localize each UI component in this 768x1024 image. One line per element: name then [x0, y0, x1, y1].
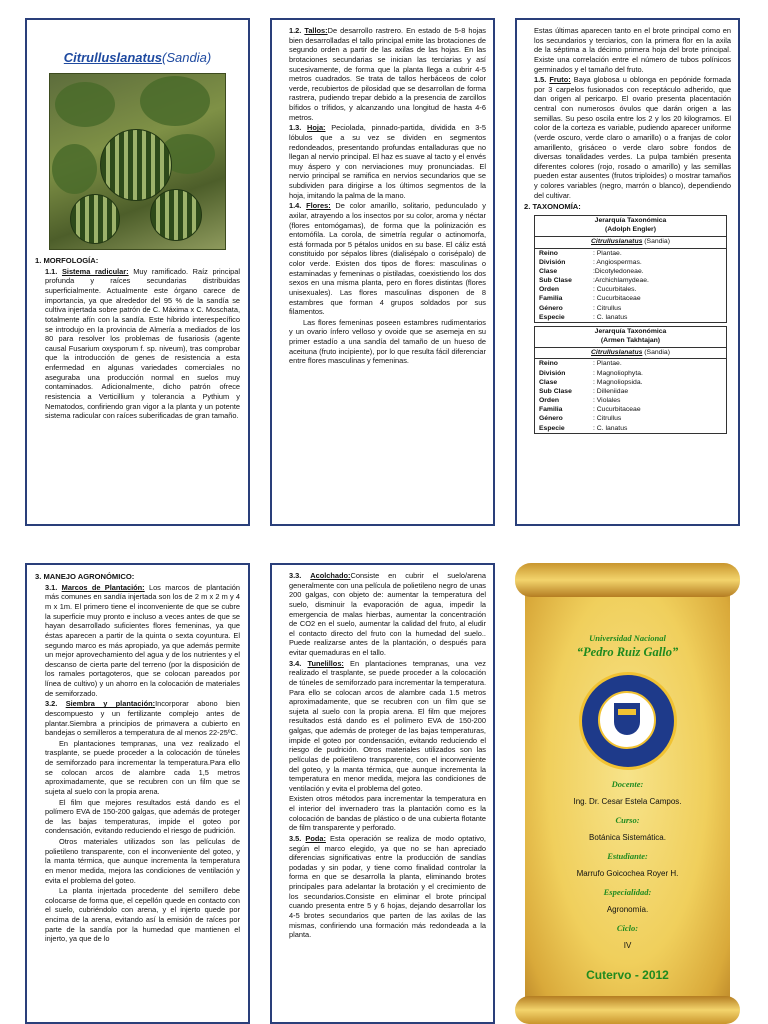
taxonomy-species: Citrulluslanatus (Sandia) [535, 237, 726, 249]
taxonomy-value: : Violales [593, 397, 621, 405]
ciclo-label: Ciclo: [616, 923, 639, 933]
taxonomy-table-takhtajan [534, 326, 727, 434]
cover-date: Cutervo - 2012 [586, 968, 669, 982]
taxonomy-value: : Magnoliopsida. [593, 378, 643, 386]
taxonomy-row [535, 313, 726, 322]
taxonomy-value: : Citrullus [593, 415, 622, 423]
taxonomy-row [535, 285, 726, 294]
docente-value: Ing. Dr. Cesar Estela Campos. [573, 797, 682, 806]
taxonomy-value: : Magnoliophyta. [593, 369, 643, 377]
curso-value: Botánica Sistemática. [589, 833, 666, 842]
taxonomy-rank: Especie [539, 313, 565, 321]
taxonomy-value: :Archichlamydeae. [593, 277, 649, 285]
section-paragraph: Otros materiales utilizados son las películas de polietileno transparente, con el inconveniente del goteo, y la manta térmica, que aunque incrementa la temperatura en menor medida, mejora las condiciones de ventilación y evita el problema del goteo. [45, 837, 240, 885]
taxonomy-rank: Clase [539, 378, 558, 386]
taxonomy-rank: Género [539, 304, 563, 312]
especialidad-label: Especialidad: [603, 887, 652, 897]
panel-tallos-hoja-flores [270, 18, 495, 526]
section-paragraph: Existen otros métodos para incrementar la temperatura en el interior del invernadero tras la plantación como es la colocación de bandas de plástico o de una cubierta flotante de film transparente y perforado. [289, 794, 486, 833]
taxonomy-row [535, 387, 726, 396]
taxonomy-row [535, 396, 726, 405]
taxonomy-value: : Plantae. [593, 249, 622, 257]
taxonomy-rank: División [539, 369, 566, 377]
section-heading: 2. TAXONOMÍA: [524, 202, 581, 212]
taxonomy-species: Citrulluslanatus (Sandia) [535, 348, 726, 360]
taxonomy-row [535, 258, 726, 267]
taxonomy-value: :Dicotyledoneae. [593, 267, 644, 275]
taxonomy-value: : C. lanatus [593, 313, 628, 321]
taxonomy-value: : Cucurbitales. [593, 286, 637, 294]
taxonomy-value: : Cucurbitaceae [593, 406, 641, 414]
taxonomy-row [535, 249, 726, 258]
taxonomy-rank: Orden [539, 397, 560, 405]
section-paragraph: 3.2. Siembra y plantación:Incorporar abono bien descompuesto y un fertilizante complejo antes de plantar.Siembra a principios de primavera a cubierto en bandejas o semilleros a temperatura de al menos 22-25ºC. [45, 699, 240, 738]
scroll-top-roll [515, 563, 740, 597]
section-paragraph: 3.4. Tunelillos: En plantaciones tempranas, una vez realizado el trasplante, se puede proceder a la colocación de túneles de semiforzado para incrementar la temperatura. Para ello se colocan arcos de alambre cada 1.5 metros aproximadamente, que se recubren con un film que se sujeta al suelo con la propia arena. El film que mejores resultados está dando es el polímero EVA de 150-200 galgas, que además de proteger de las bajas temperaturas, impide el goteo por condensación, evitando reduciendo el riesgo de pudrición. Otros materiales utilizados son las películas de polietileno transparente, con el inconveniente del goteo, y la manta térmica, que aunque incrementa la temperatura en menor medida, mejora las condiciones de ventilación y evita el problema del goteo. [289, 658, 486, 793]
docente-label: Docente: [611, 779, 644, 789]
taxonomy-rank: Sub Clase [539, 277, 572, 285]
university-seal-icon [579, 672, 677, 770]
taxonomy-value: : Citrullus [593, 304, 622, 312]
taxonomy-row [535, 304, 726, 313]
taxonomy-row [535, 294, 726, 303]
panel-acolchado-poda [270, 563, 495, 1024]
especialidad-value: Agronomía. [606, 905, 649, 914]
section-paragraph: 3.1. Marcos de Plantación: Los marcos de plantación más comunes en sandía injertada son los de 2 m x 2 m y 4 m x 1m. El primero tiene el inconveniente de que se cubre la superficie muy pronto e incluso a veces antes de que se hayan desarrollado suficientes flores femeninas, ya que éstas aparecen a partir de la quinta o sexta coyuntura. El segundo marco es más apropiado, ya que además permite un mejor aprovechamiento del agua y de los nutrientes y el descanso de cierta parte del terreno (por la disposición de los ramales portagoteros, que se colocan pareados por línea de cultivo) y un ahorro en la colocación de materiales de semiforzado. [45, 582, 240, 698]
taxonomy-row [535, 267, 726, 276]
section-paragraph: La planta injertada procedente del semillero debe colocarse de forma que, el cepellón quede en contacto con el suelo, cubriéndolo con arena, y el injerto quede por encima de la arena, evitando así la emisión de raíces por parte de la sandía por la humedad que mantienen el injerto, ya que de lo [45, 886, 240, 944]
title-common-name: (Sandia) [162, 50, 212, 65]
taxonomy-row [535, 359, 726, 368]
taxonomy-row [535, 405, 726, 414]
estudiante-label: Estudiante: [607, 851, 648, 861]
taxonomy-rank: Clase [539, 267, 558, 275]
scroll-bottom-roll [515, 996, 740, 1024]
taxonomy-value: : Dilleniidae [593, 387, 629, 395]
taxonomy-header: Jerarquía Taxonómica (Armen Takhtajan) [535, 327, 726, 348]
section-paragraph: En plantaciones tempranas, una vez realizado el trasplante, se puede proceder a la colocación de túneles de semiforzado para incrementar la temperatura.Para ello se colocan arcos de alambre cada 1,5 metros aproximadamente, que se recubren con un film que se sujeta al suelo con la propia arena. [45, 738, 240, 796]
watermelon-photo [49, 73, 226, 250]
taxonomy-rank: División [539, 258, 566, 266]
taxonomy-table-engler [534, 215, 727, 323]
taxonomy-value: : Cucurbitaceae [593, 295, 641, 303]
section-paragraph: 3.5. Poda: Esta operación se realiza de modo optativo, según el marco elegido, ya que no se han apreciado diferencias significativas entre la producción de sandías podadas y sin podar, y tiene como finalidad controlar la forma en que se desarrolla la planta, eliminando brotes principales para adelantar la brotación y el crecimiento de los secundarios.Consiste en eliminar el brote principal cuando presenta entre 5 y 6 hojas, dejando desarrollar los 4-5 brotes secundarios que parten de las axilas de las mismas, confiriendo una formación más redondeada a la planta. [289, 833, 486, 940]
estudiante-value: Marrufo Goicochea Royer H. [576, 869, 679, 878]
university-name-line1: Universidad Nacional [589, 633, 666, 643]
section-paragraph: El film que mejores resultados está dando es el polímero EVA de 150-200 galgas, que además de proteger de las bajas temperaturas, impide el goteo por condensación, evitando reduciendo el riesgo de pudrición. [45, 797, 240, 836]
taxonomy-row [535, 414, 726, 423]
section-paragraph: 3.3. Acolchado:Consiste en cubrir el suelo/arena generalmente con una película de polietileno negro de unas 200 galgas, con objeto de: aumentar la temperatura del suelo, disminuir la evaporación de agua, impedir la emergencia de malas hierbas, aumentar la concentración de CO2 en el suelo, aumentar la calidad del fruto, al eludir el contacto directo del fruto con la humedad del suelo.. Puede realizarse antes de la plantación, o después para evitar quemaduras en el tallo. [289, 571, 486, 657]
section-paragraph: 1.3. Hoja: Peciolada, pinnado-partida, dividida en 3-5 lóbulos que a su vez se dividen en segmentos redondeados, presentando profundas entalladuras que no llegan al nervio principal. El haz es suave al tacto y el envés muy áspero y con nerviaciones muy pronunciadas. El nervio principal se ramifica en nervios secundarios que se subdividen para dirigirse a los últimos segmentos de la hoja, imitando la palma de la mano. [289, 123, 486, 200]
taxonomy-row [535, 378, 726, 387]
taxonomy-rank: Reino [539, 360, 558, 368]
taxonomy-rank: Familia [539, 295, 563, 303]
section-paragraph: Las flores femeninas poseen estambres rudimentarios y un ovario ínfero velloso y ovoide que se asemeja en su primer estadío a una sandía del tamaño de un hueso de aceituna (fruto incipiente), por lo que resulta fácil diferenciar entre flores masculinas y femeninas. [289, 317, 486, 366]
panel-manejo-agronomico [25, 563, 250, 1024]
panel-morfologia [25, 18, 250, 526]
taxonomy-value: : C. lanatus [593, 424, 628, 432]
ciclo-value: IV [623, 941, 632, 950]
taxonomy-header: Jerarquía Taxonómica (Adolph Engler) [535, 216, 726, 237]
section-paragraph: Estas últimas aparecen tanto en el brote principal como en los secundarios y terciarios, con la primera flor en la axila de la séptima a la décimo primera hoja del brote principal. Existe una correlación entre el número de tubos polínicos germinados y el tamaño del fruto. [534, 26, 731, 74]
taxonomy-value: : Angiospermas. [593, 258, 642, 266]
cover-scroll [515, 563, 740, 1024]
section-paragraph: 1.4. Flores: De color amarillo, solitario, pedunculado y axilar, atrayendo a los insectos por su color, aroma y néctar (flores entomógamas), de forma que la polinización es entomófila. La corola, de simetría regular o actinomorfa, está formada por 5 pétalos unidos en su base. El cáliz está constituido por sépalos libres (dialisépalo o corisépalo) de color verde. Existen dos tipos de flores: masculinas o estaminadas y femeninas o pistiladas, coexistiendo los dos sexos en una misma planta, pero en flores distintas (flores unisexuales). Las flores masculinas disponen de 8 estambres que forman 4 grupos soldados por sus filamentos. [289, 201, 486, 317]
cover-content [525, 633, 730, 982]
university-name-line2: “Pedro Ruiz Gallo” [576, 645, 679, 659]
taxonomy-rank: Sub Clase [539, 387, 572, 395]
section-paragraph: 1.5. Fruto: Baya globosa u oblonga en pepónide formada por 3 carpelos fusionados con receptáculo adherido, que dan origen al pericarpo. El ovario presenta placentación central con numerosos óvulos que darán origen a las semillas. Su peso oscila entre los 2 y los 20 kilogramos. El color de la corteza es variable, pudiendo aparecer uniforme (verde oscuro, verde claro o amarillo) o a franjas de color amarillento, grisáceo o verde claro sobre fondos de diversas tonalidades verdes. La pulpa también presenta diferentes colores (rojo, rosado o amarillo) y las semillas pueden estar ausentes (frutos triploides) o mostrar tamaños y colores variables (negro, marrón o blanco), dependiendo del cultivar. [534, 75, 731, 200]
taxonomy-rank: Reino [539, 249, 558, 257]
document-title [35, 50, 240, 67]
section-heading: 1. MORFOLOGÍA: [35, 255, 99, 265]
taxonomy-rank: Género [539, 415, 563, 423]
taxonomy-row [535, 424, 726, 433]
taxonomy-row [535, 276, 726, 285]
section-paragraph: 1.2. Tallos:De desarrollo rastrero. En estado de 5-8 hojas bien desarrolladas el tallo principal emite las brotaciones de segundo orden a partir de las axilas de las hojas. En las brotaciones secundarias se inician las terciarias y así sucesivamente, de forma que la planta llega a cubrir 4-5 metros cuadrados. Se trata de tallos herbáceos de color verde, recubiertos de pilosidad que se desarrollan de forma rastrera, pudiendo trepar debido a la presencia de zarcillos bífidos o trífidos, y alcanzando una longitud de hasta 4-6 metros. [289, 26, 486, 122]
taxonomy-rank: Familia [539, 406, 563, 414]
panel-fruto-taxonomia [515, 18, 740, 526]
taxonomy-rank: Orden [539, 286, 560, 294]
section-paragraph: 1.1. Sistema radicular: Muy ramificado. Raíz principal profunda y raíces secundarias distribuidas superficialmente. Actualmente este órgano carece de importancia, ya que alrededor del 95 % de la sandía se cultiva injertada sobre patrón de C. Máxima x C. Moschata, totalmente afín con la sandía. Este híbrido interespecífico se introdujo en la provincia de Almería a mediados de los 80 para resolver los problemas de fusariosis (agente causal Fusarium oxysporum f. sp. niveum), tras comprobar que la introducción de genes de resistencia a esta enfermedad en algunas variedades comerciales no aseguraba una producción normal en suelos muy contaminados. Adicionalmente, dicho patrón ofrece resistencia a Verticillium y tolerancia a Pythium y Nematodos, confiriendo gran vigor a la planta y un potente sistema radicular con raíces suberificadas de gran tamaño. [45, 266, 240, 421]
taxonomy-row [535, 369, 726, 378]
curso-label: Curso: [615, 815, 640, 825]
section-heading: 3. MANEJO AGRONÓMICO: [35, 572, 135, 581]
taxonomy-value: : Plantae. [593, 360, 622, 368]
title-genus: Citrulluslanatus [63, 50, 163, 65]
taxonomy-rank: Especie [539, 424, 565, 432]
